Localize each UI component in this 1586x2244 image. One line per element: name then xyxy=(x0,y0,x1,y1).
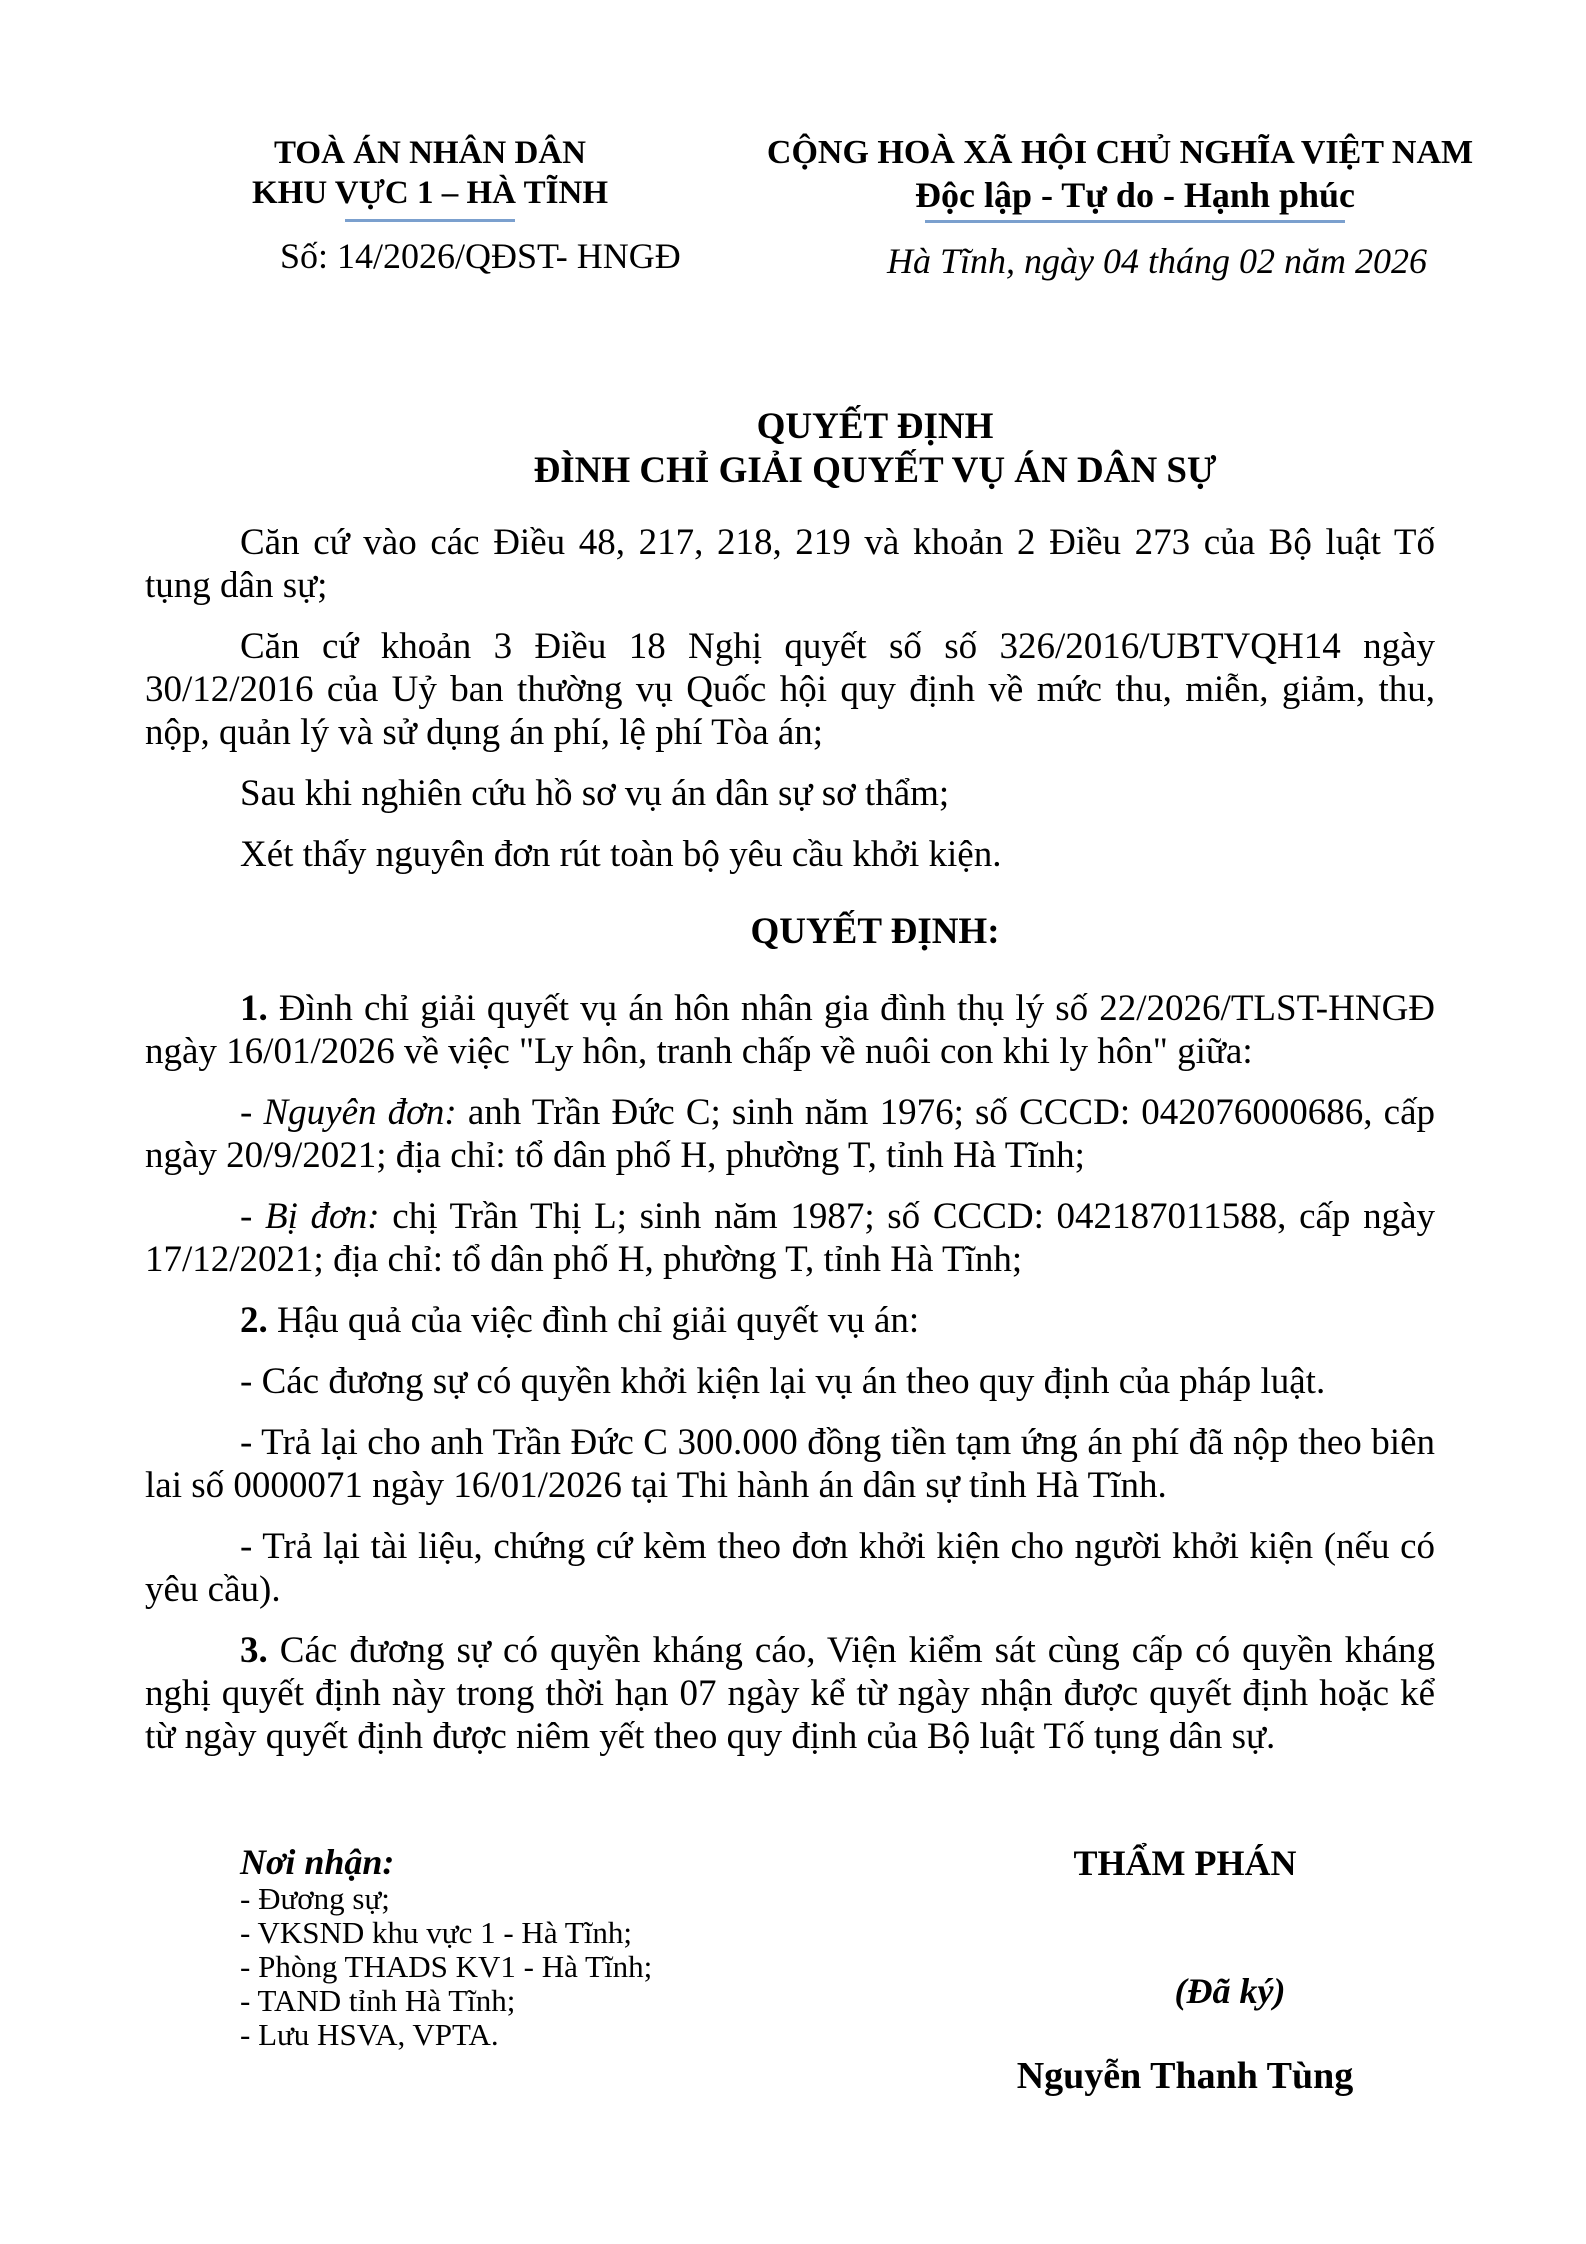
body-paragraph: 1. Đình chỉ giải quyết vụ án hôn nhân gia đình thụ lý số 22/2026/TLST-HNGĐ ngày 16/01/2026 về việc "Ly hôn, tranh chấp về nuôi con khi ly hôn" giữa: xyxy=(145,988,1436,1072)
signer-name: Nguyễn Thanh Tùng xyxy=(1016,2055,1354,2097)
national-motto-block xyxy=(745,133,1525,283)
court-name-line2: KHU VỰC 1 – HÀ TĨNH xyxy=(251,175,608,211)
body-paragraph: Xét thấy nguyên đơn rút toàn bộ yêu cầu khởi kiện. xyxy=(240,834,1002,875)
document-title-line2: ĐÌNH CHỈ GIẢI QUYẾT VỤ ÁN DÂN SỰ xyxy=(533,450,1217,491)
body-paragraph: - Các đương sự có quyền khởi kiện lại vụ án theo quy định của pháp luật. xyxy=(240,1361,1326,1402)
court-name-line1: TOÀ ÁN NHÂN DÂN xyxy=(274,135,586,171)
court-name-underline xyxy=(345,219,515,222)
body-paragraph: - Nguyên đơn: anh Trần Đức C; sinh năm 1976; số CCCD: 042076000686, cấp ngày 20/9/2021; địa chỉ: tổ dân phố H, phường T, tỉnh Hà Tĩnh; xyxy=(145,1092,1436,1176)
body-paragraph: 3. Các đương sự có quyền kháng cáo, Viện kiểm sát cùng cấp có quyền kháng nghị quyết định này trong thời hạn 07 ngày kể từ ngày nhận được quyết định hoặc kể từ ngày quyết định được niêm yết theo quy định của Bộ luật Tố tụng dân sự. xyxy=(145,1630,1436,1757)
recipients-list xyxy=(240,1882,760,2052)
issuing-court-block xyxy=(230,133,681,278)
document-title-line1: QUYẾT ĐỊNH xyxy=(756,406,994,447)
document-title-block xyxy=(315,405,1435,493)
recipients-title: Nơi nhận: xyxy=(240,1842,395,1882)
motto-line: Độc lập - Tự do - Hạnh phúc xyxy=(914,175,1356,215)
recipient-item: - Lưu HSVA, VPTA. xyxy=(240,2017,499,2052)
recipient-item: - VKSND khu vực 1 - Hà Tĩnh; xyxy=(240,1915,632,1950)
motto-underline xyxy=(925,220,1345,223)
section-heading: QUYẾT ĐỊNH: xyxy=(750,911,1000,952)
signed-note: (Đã ký) xyxy=(1174,1971,1286,2011)
recipients-block xyxy=(240,1842,760,2052)
recipient-item: - TAND tỉnh Hà Tĩnh; xyxy=(240,1983,516,2018)
recipient-item: - Đương sự; xyxy=(240,1881,390,1916)
document-body xyxy=(145,521,1435,1776)
country-name-line: CỘNG HOÀ XÃ HỘI CHỦ NGHĨA VIỆT NAM xyxy=(766,134,1474,171)
body-paragraph: Căn cứ khoản 3 Điều 18 Nghị quyết số số 326/2016/UBTVQH14 ngày 30/12/2016 của Uỷ ban thường vụ Quốc hội quy định về mức thu, miễn, giảm, thu, nộp, quản lý và sử dụng án phí, lệ phí Tòa án; xyxy=(145,626,1435,753)
recipient-item: - Phòng THADS KV1 - Hà Tĩnh; xyxy=(240,1949,653,1984)
body-paragraph: - Trả lại tài liệu, chứng cứ kèm theo đơn khởi kiện cho người khởi kiện (nếu có yêu cầu). xyxy=(145,1526,1435,1610)
signature-block xyxy=(925,1842,1445,2098)
body-paragraph: Sau khi nghiên cứu hồ sơ vụ án dân sự sơ thẩm; xyxy=(240,773,950,814)
place-date-line: Hà Tĩnh, ngày 04 tháng 02 năm 2026 xyxy=(887,241,1427,281)
body-paragraph: Căn cứ vào các Điều 48, 217, 218, 219 và khoản 2 Điều 273 của Bộ luật Tố tụng dân sự; xyxy=(145,522,1435,606)
signer-role: THẨM PHÁN xyxy=(1073,1843,1297,1883)
document-number: Số: 14/2026/QĐST- HNGĐ xyxy=(280,236,681,276)
body-paragraph: - Bị đơn: chị Trần Thị L; sinh năm 1987; số CCCD: 042187011588, cấp ngày 17/12/2021; địa chỉ: tổ dân phố H, phường T, tỉnh Hà Tĩnh; xyxy=(145,1196,1436,1280)
body-paragraph: 2. Hậu quả của việc đình chỉ giải quyết vụ án: xyxy=(240,1300,920,1341)
body-paragraph: - Trả lại cho anh Trần Đức C 300.000 đồng tiền tạm ứng án phí đã nộp theo biên lai số 0000071 ngày 16/01/2026 tại Thi hành án dân sự tỉnh Hà Tĩnh. xyxy=(145,1422,1435,1506)
